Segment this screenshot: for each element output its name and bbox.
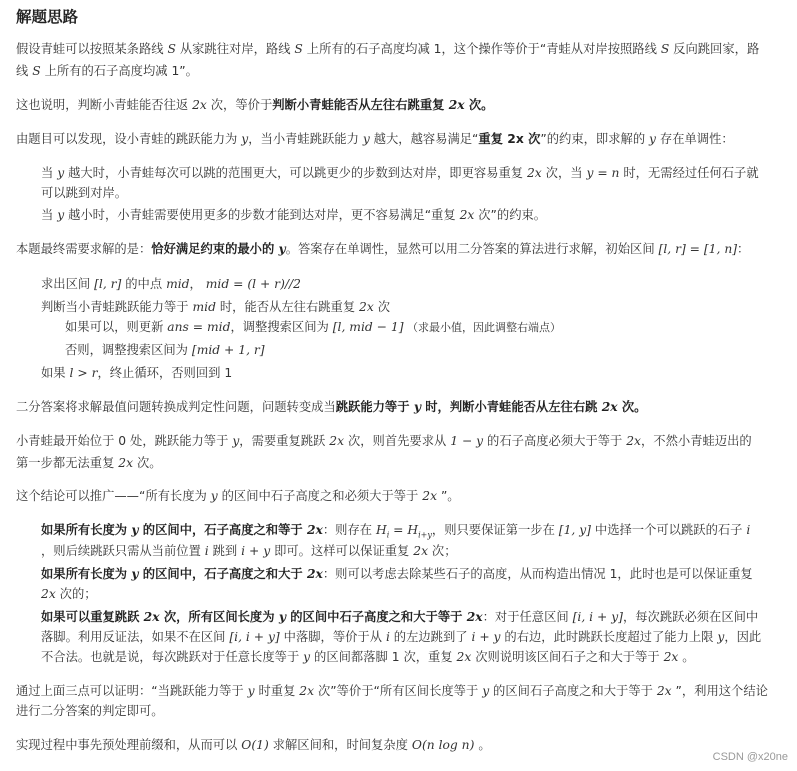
para-line: 第一步都无法重复 2x 次。 <box>16 456 162 470</box>
para-line: 判断当小青蛙跳跃能力等于 mid 时，能否从左往右跳重复 2x 次 <box>41 300 391 314</box>
para-line: 求出区间 [l, r] 的中点 mid， mid = (l + r)//2 <box>41 277 301 291</box>
para-line: 线 S 上所有的石子高度均减 1”。 <box>16 64 198 78</box>
para-line: 不合法。也就是说，每次跳跃对于任意长度等于 y 的区间都落脚 1 次，重复 2x 次则说明该区间石子之和大于等于 2x 。 <box>41 650 695 664</box>
para-line: 假设青蛙可以按照某条路线 S 从家跳往对岸，路线 S 上所有的石子高度均减 1，这个操作等价于“青蛙从对岸按照路线 S 反向跳回家，路 <box>16 42 760 56</box>
para-line: 当 y 越小时，小青蛙需要使用更多的步数才能到达对岸，更不容易满足“重复 2x 次”的约束。 <box>41 208 547 222</box>
para-line: 当 y 越大时，小青蛙每次可以跳的范围更大，可以跳更少的步数到达对岸，即更容易重复 2x 次，当 y = n 时，无需经过任何石子就 <box>41 166 759 180</box>
para-line: 落脚。利用反证法，如果不在区间 [i, i + y] 中落脚，等价于从 i 的左边跳到了 i + y 的右边，此时跳跃长度超过了能力上限 y，因此 <box>41 630 762 644</box>
para-line: 如果 l > r，终止循环，否则回到 1 <box>41 366 233 380</box>
para-line: 如果所有长度为 y 的区间中，石子高度之和等于 2x：则存在 $H_i = H_{i+y}$，则只要保证第一步在 [1, y] 中选择一个可以跳跃的石子 i <box>41 522 751 540</box>
para-line: 小青蛙最开始位于 0 处，跳跃能力等于 y，需要重复跳跃 2x 次，则首先要求从 1 − y 的石子高度必须大于等于 2x，不然小青蛙迈出的 <box>16 434 752 448</box>
para-line: 二分答案将求解最值问题转换成判定性问题，问题转变成当跳跃能力等于 y 时，判断小青蛙能否从左往右跳 2x 次。 <box>16 399 647 414</box>
para-line: 本题最终需要求解的是：恰好满足约束的最小的 y。答案存在单调性，显然可以用二分答案的算法进行求解，初始区间 [l, r] = [1, n]： <box>16 241 750 256</box>
para-line: 2x 次的； <box>41 587 97 601</box>
para-line: 这个结论可以推广——“所有长度为 y 的区间中石子高度之和必须大于等于 2x ”。 <box>16 489 460 503</box>
para-line: 这也说明，判断小青蛙能否往返 2x 次，等价于判断小青蛙能否从左往右跳重复 2x 次。 <box>16 97 494 112</box>
para-line: 如果所有长度为 y 的区间中，石子高度之和大于 2x：则可以考虑去除某些石子的高度，从而构造出情况 1，此时也是可以保证重复 <box>41 566 753 581</box>
para-line: 如果可以，则更新 ans = mid，调整搜索区间为 [l, mid − 1] （求最小值，因此调整右端点） <box>65 320 562 334</box>
para-line: 通过上面三点可以证明：“当跳跃能力等于 y 时重复 2x 次”等价于“所有区间长度等于 y 的区间石子高度之和大于等于 2x ”，利用这个结论 <box>16 684 768 698</box>
para-line: ，则后续跳跃只需从当前位置 i 跳到 i + y 即可。这样可以保证重复 2x 次； <box>41 544 457 558</box>
para-line: 否则，调整搜索区间为 [mid + 1, r] <box>65 343 265 357</box>
para-line: 由题目可以发现，设小青蛙的跳跃能力为 y，当小青蛙跳跃能力 y 越大，越容易满足“重复 2x 次”的约束，即求解的 y 存在单调性： <box>16 132 734 146</box>
para-line: 进行二分答案的判定即可。 <box>16 704 164 718</box>
para-line: 如果可以重复跳跃 2x 次，所有区间长度为 y 的区间中石子高度之和大于等于 2x：对于任意区间 [i, i + y]，每次跳跃必须在区间中 <box>41 609 759 624</box>
watermark: CSDN @x20ne <box>712 751 788 763</box>
page-title: 解题思路 <box>16 8 79 26</box>
para-line: 实现过程中事先预处理前缀和，从而可以 O(1) 求解区间和，时间复杂度 O(n log n) 。 <box>16 738 491 752</box>
para-line: 可以跳到对岸。 <box>41 186 128 200</box>
